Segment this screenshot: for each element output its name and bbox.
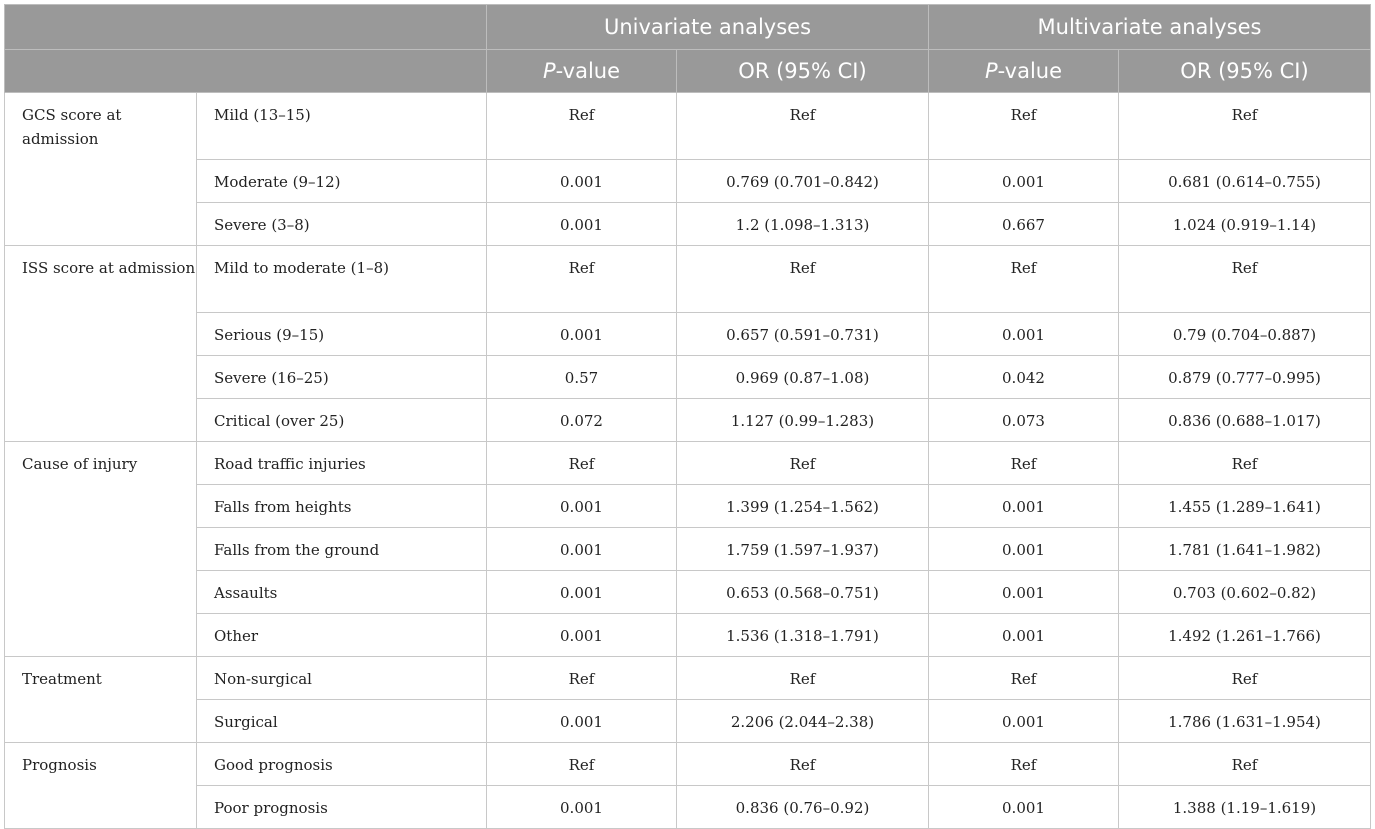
table-row <box>5 203 1371 246</box>
subgroup-label: Moderate (9–12) <box>197 160 487 203</box>
header-multi-or: OR (95% CI) <box>1119 50 1371 93</box>
univariate-or: 1.536 (1.318–1.791) <box>677 614 929 657</box>
multivariate-or: 1.492 (1.261–1.766) <box>1119 614 1371 657</box>
multivariate-or: Ref <box>1119 442 1371 485</box>
univariate-or: Ref <box>677 442 929 485</box>
subgroup-label: Falls from heights <box>197 485 487 528</box>
table-row <box>5 528 1371 571</box>
univariate-pvalue: 0.001 <box>487 313 677 356</box>
multivariate-pvalue: Ref <box>929 743 1119 786</box>
multivariate-pvalue: 0.001 <box>929 571 1119 614</box>
table-row <box>5 786 1371 829</box>
group-label: ISS score at admission <box>5 246 197 442</box>
univariate-or: 0.769 (0.701–0.842) <box>677 160 929 203</box>
multivariate-or: Ref <box>1119 657 1371 700</box>
univariate-or: 1.127 (0.99–1.283) <box>677 399 929 442</box>
table-row <box>5 571 1371 614</box>
multivariate-or: 0.879 (0.777–0.995) <box>1119 356 1371 399</box>
group-label: Cause of injury <box>5 442 197 657</box>
subgroup-label: Assaults <box>197 571 487 614</box>
univariate-or: Ref <box>677 93 929 160</box>
group-label: GCS score at admission <box>5 93 197 246</box>
table-header <box>5 5 1371 93</box>
multivariate-pvalue: 0.001 <box>929 528 1119 571</box>
subgroup-label: Severe (3–8) <box>197 203 487 246</box>
multivariate-pvalue: 0.001 <box>929 160 1119 203</box>
univariate-pvalue: Ref <box>487 246 677 313</box>
univariate-pvalue: 0.001 <box>487 203 677 246</box>
multivariate-or: 1.388 (1.19–1.619) <box>1119 786 1371 829</box>
subgroup-label: Mild (13–15) <box>197 93 487 160</box>
univariate-or: 0.657 (0.591–0.731) <box>677 313 929 356</box>
multivariate-pvalue: Ref <box>929 657 1119 700</box>
univariate-or: 0.969 (0.87–1.08) <box>677 356 929 399</box>
subgroup-label: Road traffic injuries <box>197 442 487 485</box>
table-row <box>5 743 1371 786</box>
subgroup-label: Non-surgical <box>197 657 487 700</box>
multivariate-or: 0.79 (0.704–0.887) <box>1119 313 1371 356</box>
header-blank-2 <box>5 50 487 93</box>
subgroup-label: Falls from the ground <box>197 528 487 571</box>
table-row <box>5 93 1371 160</box>
group-label: Treatment <box>5 657 197 743</box>
univariate-or: 1.759 (1.597–1.937) <box>677 528 929 571</box>
multivariate-or: Ref <box>1119 743 1371 786</box>
multivariate-or: 0.836 (0.688–1.017) <box>1119 399 1371 442</box>
univariate-pvalue: 0.001 <box>487 160 677 203</box>
univariate-pvalue: Ref <box>487 743 677 786</box>
subgroup-label: Severe (16–25) <box>197 356 487 399</box>
multivariate-pvalue: Ref <box>929 93 1119 160</box>
multivariate-or: 1.786 (1.631–1.954) <box>1119 700 1371 743</box>
multivariate-or: Ref <box>1119 93 1371 160</box>
subgroup-label: Good prognosis <box>197 743 487 786</box>
univariate-or: Ref <box>677 246 929 313</box>
multivariate-or: 1.024 (0.919–1.14) <box>1119 203 1371 246</box>
univariate-pvalue: Ref <box>487 657 677 700</box>
header-uni-pvalue <box>487 50 677 93</box>
subgroup-label: Poor prognosis <box>197 786 487 829</box>
univariate-or: Ref <box>677 743 929 786</box>
univariate-or: 1.2 (1.098–1.313) <box>677 203 929 246</box>
table-row <box>5 700 1371 743</box>
multivariate-pvalue: 0.001 <box>929 485 1119 528</box>
table-row <box>5 399 1371 442</box>
multivariate-pvalue: 0.001 <box>929 786 1119 829</box>
table-row <box>5 246 1371 313</box>
table-body <box>5 93 1371 829</box>
multivariate-pvalue: 0.001 <box>929 700 1119 743</box>
univariate-pvalue: 0.001 <box>487 700 677 743</box>
multivariate-or: Ref <box>1119 246 1371 313</box>
subgroup-label: Other <box>197 614 487 657</box>
multivariate-pvalue: 0.001 <box>929 614 1119 657</box>
header-multivariate: Multivariate analyses <box>929 5 1371 50</box>
subgroup-label: Serious (9–15) <box>197 313 487 356</box>
univariate-or: 2.206 (2.044–2.38) <box>677 700 929 743</box>
table-row <box>5 614 1371 657</box>
header-blank <box>5 5 487 50</box>
univariate-or: 0.653 (0.568–0.751) <box>677 571 929 614</box>
multivariate-pvalue: Ref <box>929 442 1119 485</box>
multivariate-pvalue: 0.042 <box>929 356 1119 399</box>
multivariate-pvalue: Ref <box>929 246 1119 313</box>
subgroup-label: Surgical <box>197 700 487 743</box>
p-suffix: -value <box>997 59 1063 83</box>
multivariate-or: 1.781 (1.641–1.982) <box>1119 528 1371 571</box>
p-suffix: -value <box>555 59 621 83</box>
header-univariate: Univariate analyses <box>487 5 929 50</box>
multivariate-or: 0.703 (0.602–0.82) <box>1119 571 1371 614</box>
header-uni-or: OR (95% CI) <box>677 50 929 93</box>
table-row <box>5 160 1371 203</box>
table-row <box>5 313 1371 356</box>
univariate-pvalue: Ref <box>487 93 677 160</box>
univariate-pvalue: 0.001 <box>487 614 677 657</box>
univariate-pvalue: 0.072 <box>487 399 677 442</box>
table-row <box>5 442 1371 485</box>
univariate-or: 0.836 (0.76–0.92) <box>677 786 929 829</box>
multivariate-pvalue: 0.001 <box>929 313 1119 356</box>
subgroup-label: Mild to moderate (1–8) <box>197 246 487 313</box>
header-multi-pvalue <box>929 50 1119 93</box>
group-label: Prognosis <box>5 743 197 829</box>
multivariate-pvalue: 0.667 <box>929 203 1119 246</box>
univariate-pvalue: 0.001 <box>487 528 677 571</box>
multivariate-or: 0.681 (0.614–0.755) <box>1119 160 1371 203</box>
univariate-or: Ref <box>677 657 929 700</box>
multivariate-pvalue: 0.073 <box>929 399 1119 442</box>
univariate-pvalue: 0.57 <box>487 356 677 399</box>
multivariate-or: 1.455 (1.289–1.641) <box>1119 485 1371 528</box>
table-row <box>5 657 1371 700</box>
p-italic: P <box>542 59 556 83</box>
univariate-pvalue: Ref <box>487 442 677 485</box>
table-row <box>5 356 1371 399</box>
univariate-pvalue: 0.001 <box>487 485 677 528</box>
subgroup-label: Critical (over 25) <box>197 399 487 442</box>
univariate-pvalue: 0.001 <box>487 786 677 829</box>
p-italic: P <box>984 59 998 83</box>
univariate-pvalue: 0.001 <box>487 571 677 614</box>
table-row <box>5 485 1371 528</box>
regression-table <box>4 4 1371 829</box>
univariate-or: 1.399 (1.254–1.562) <box>677 485 929 528</box>
